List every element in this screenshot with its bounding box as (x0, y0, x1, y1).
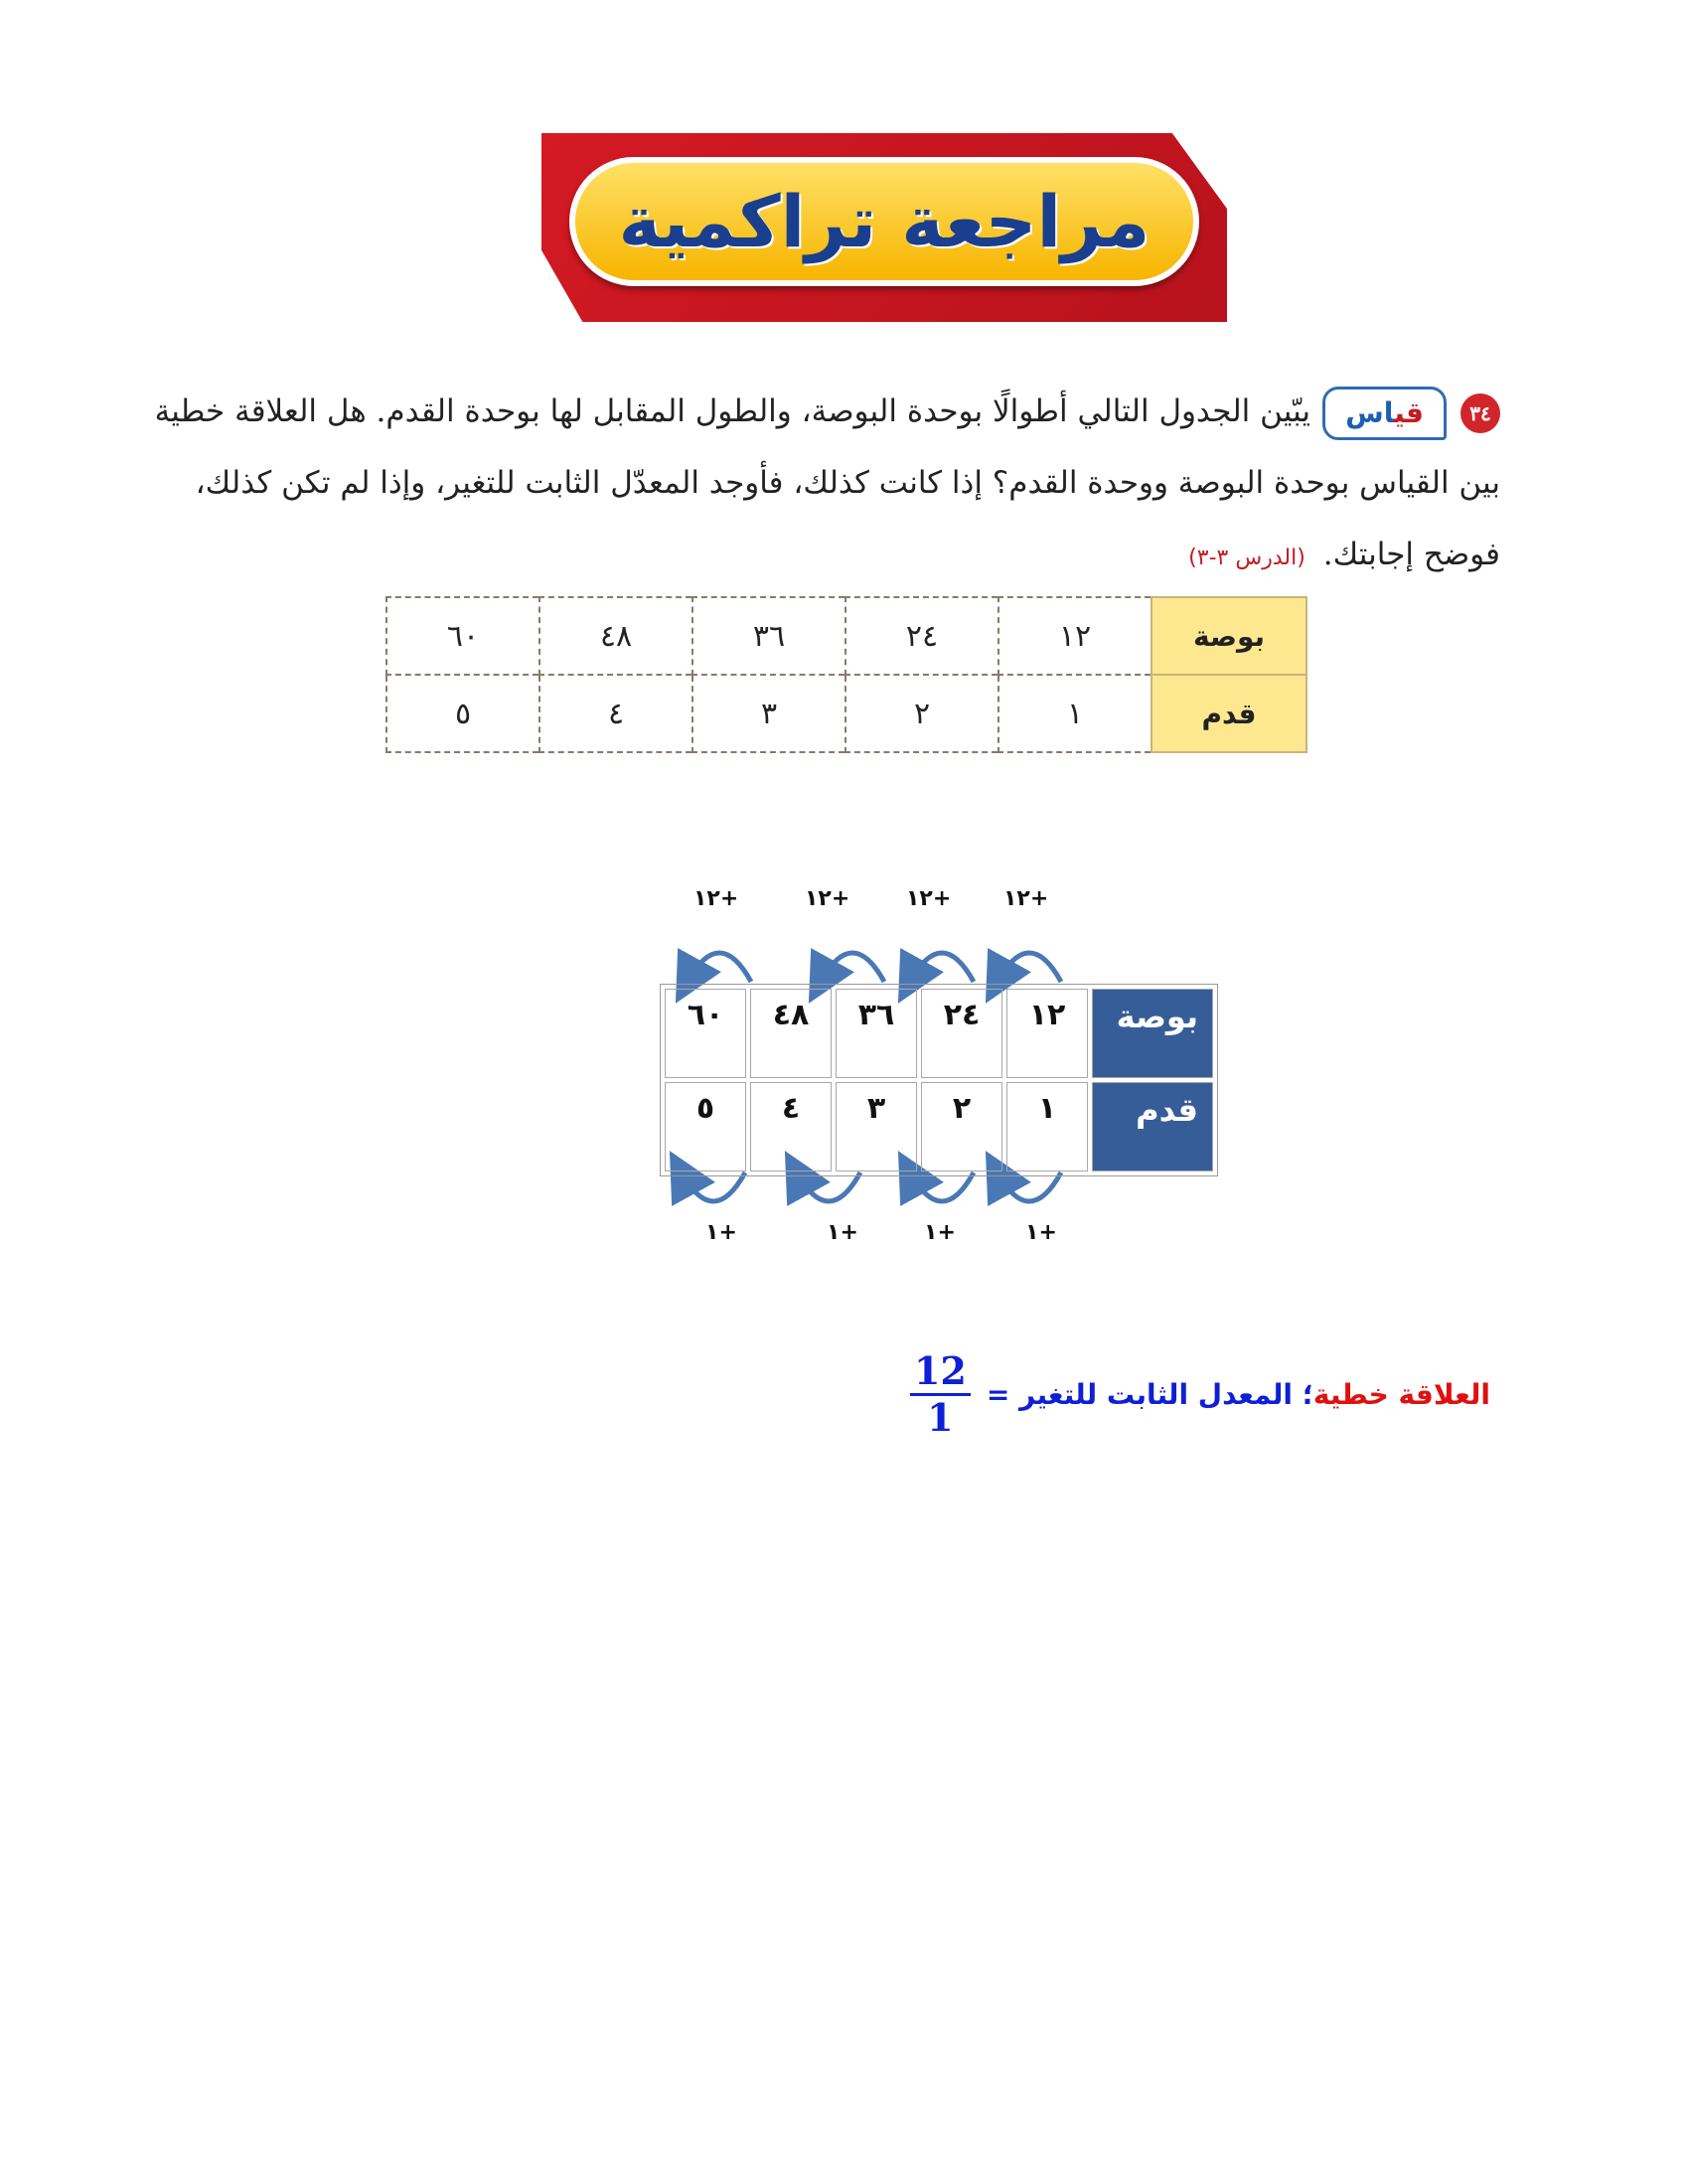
table-row-inches (386, 597, 1306, 675)
table-cell: ١ (1006, 1082, 1088, 1171)
arrow-top-1 (998, 953, 1061, 982)
solution-header-inches: بوصة (1092, 989, 1213, 1078)
conversion-table (385, 596, 1307, 753)
problem-line-1 (154, 376, 1500, 447)
arrow-top-2 (910, 953, 974, 982)
table-cell: ٤ (750, 1082, 832, 1171)
table-cell: ٦٠ (386, 597, 539, 675)
problem-text-line3: فوضح إجابتك. (1322, 537, 1500, 572)
topic-tag-part2: اس (1345, 395, 1395, 429)
table-cell: ٢ (845, 675, 998, 752)
table-row-feet (386, 675, 1306, 752)
lesson-reference: (الدرس ٣-٣) (1188, 546, 1305, 570)
increment-label-top: +١٢ (693, 886, 739, 911)
solution-row-feet (665, 1082, 1213, 1171)
problem-line-3 (238, 519, 1500, 594)
banner-pill (569, 157, 1199, 286)
solution-header-feet: قدم (1092, 1082, 1213, 1171)
topic-tag (1322, 387, 1447, 440)
table-cell: ٢٤ (921, 989, 1002, 1078)
question-number-badge: ٣٤ (1460, 393, 1500, 433)
rate-fraction (910, 1349, 971, 1440)
solution-diagram (596, 874, 1292, 1272)
table-cell: ٤٨ (539, 597, 692, 675)
answer-line (910, 1349, 1490, 1440)
problem-text-line2: بين القياس بوحدة البوصة ووحدة القدم؟ إذا كانت كذلك، فأوجد المعدّل الثابت للتغير، وإذا لم تكن كذلك، (195, 465, 1500, 501)
solution-row-inches (665, 989, 1213, 1078)
table-cell: ٣ (692, 675, 845, 752)
arrow-bottom-4 (682, 1172, 745, 1201)
table-cell: ٢٤ (845, 597, 998, 675)
row-header-feet: قدم (1152, 675, 1306, 752)
table-cell: ١ (998, 675, 1152, 752)
table-cell: ١٢ (998, 597, 1152, 675)
table-cell: ٣٦ (836, 989, 917, 1078)
increment-label-bottom: +١ (705, 1220, 737, 1245)
table-cell: ٤ (539, 675, 692, 752)
arrow-bottom-3 (797, 1172, 860, 1201)
increment-label-top: +١٢ (805, 886, 850, 911)
table-cell: ٣٦ (692, 597, 845, 675)
increment-label-top: +١٢ (906, 886, 952, 911)
arrow-top-4 (688, 953, 751, 982)
table-cell: ٣ (836, 1082, 917, 1171)
table-cell: ٥ (386, 675, 539, 752)
table-cell: ١٢ (1006, 989, 1088, 1078)
fraction-numerator: 12 (910, 1349, 971, 1396)
table-cell: ٥ (665, 1082, 746, 1171)
row-header-inches: بوصة (1152, 597, 1306, 675)
problem-text-line1: يبّين الجدول التالي أطوالًا بوحدة البوصة، والطول المقابل لها بوحدة القدم. هل العلاقة خطية (154, 393, 1311, 429)
increment-label-top: +١٢ (1003, 886, 1049, 911)
increment-label-bottom: +١ (827, 1220, 858, 1245)
arrow-bottom-1 (998, 1172, 1061, 1201)
answer-linear: العلاقة خطية (1312, 1378, 1490, 1411)
topic-tag-part1: قي (1394, 395, 1424, 429)
increment-label-bottom: +١ (1025, 1220, 1057, 1245)
section-banner (541, 129, 1237, 328)
problem-statement (154, 376, 1500, 594)
table-cell: ٢ (921, 1082, 1002, 1171)
solution-table (660, 984, 1218, 1176)
arrow-top-3 (821, 953, 884, 982)
increment-label-bottom: +١ (924, 1220, 956, 1245)
banner-title: مراجعة تراكمية (618, 180, 1151, 263)
table-cell: ٤٨ (750, 989, 832, 1078)
problem-line-2 (195, 447, 1500, 519)
arrow-bottom-2 (910, 1172, 974, 1201)
fraction-denominator: 1 (927, 1395, 954, 1440)
answer-rate-text: ؛ المعدل الثابت للتغير = (986, 1378, 1313, 1411)
table-cell: ٦٠ (665, 989, 746, 1078)
